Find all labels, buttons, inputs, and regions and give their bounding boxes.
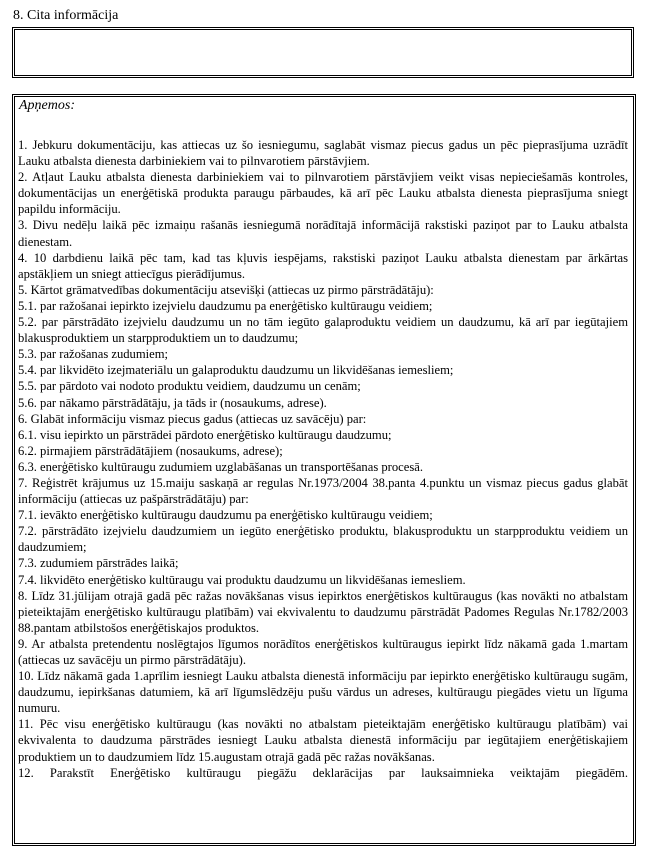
- commitment-item-10: 10. Līdz nākamā gada 1.aprīlim iesniegt Lauku atbalsta dienestā informāciju par iepirkto enerģētisko kultūraugu sugām, daudzumu, iepirkšanas datumiem, kā arī līgumslēdzēju pušu vārdus un adreses, kultūraugu piegādes vietu un līguma numuru.: [18, 669, 628, 716]
- commitment-item-7: 7. Reģistrēt krājumus uz 15.maiju saskaņā ar regulas Nr.1973/2004 38.panta 4.punktu un vismaz piecus gadus glabāt informāciju (attiecas uz pašpārstrādātāju) par:: [18, 475, 628, 507]
- commitments-list: [18, 137, 628, 781]
- commitment-item-7-2: 7.2. pārstrādāto izejvielu daudzumiem un iegūto enerģētisko produktu, blakusproduktu un starpproduktu veidiem un daudzumiem;: [18, 524, 628, 555]
- commitment-item-7-3: 7.3. zudumiem pārstrādes laikā;: [18, 556, 179, 571]
- commitment-item-6-3: 6.3. enerģētisko kultūraugu zudumiem uzglabāšanas un transportēšanas procesā.: [18, 459, 423, 474]
- commitment-item-6-2: 6.2. pirmajiem pārstrādātājiem (nosaukums, adrese);: [18, 443, 283, 458]
- commitment-item-2: 2. Atļaut Lauku atbalsta dienesta darbiniekiem vai to pilnvarotiem pārstāvjiem veikt visas nepieciešamās kontroles, dokumentācijas un enerģētiskā produkta paraugu pārbaudes, kā arī pēc Lauku atbalsta dienesta pieprasījuma sniegt papildu informāciju.: [18, 170, 628, 217]
- commitments-title: Apņemos:: [19, 98, 75, 113]
- commitment-item-8: 8. Līdz 31.jūlijam otrajā gadā pēc ražas novākšanas visus iepirktos enerģētiskos kultūraugus (kas novākti no atbalstam pieteiktajām enerģētisko kultūraugu platībām) vai ekvivalentu to daudzumu pārstrādāt Padomes Regulas Nr.1782/2003 88.pantam atbilstošos enerģētiskajos produktos.: [18, 588, 628, 635]
- section-8-heading: 8. Cita informācija: [13, 8, 119, 23]
- commitment-item-6-1: 6.1. visu iepirkto un pārstrādei pārdoto enerģētisko kultūraugu daudzumu;: [18, 427, 392, 442]
- commitment-item-6: 6. Glabāt informāciju vismaz piecus gadus (attiecas uz savācēju) par:: [18, 411, 367, 426]
- commitment-item-4: 4. 10 darbdienu laikā pēc tam, kad tas kļuvis iespējams, rakstiski paziņot Lauku atbalsta dienestam par ārkārtas apstākļiem un sniegt attiecīgus pierādījumus.: [18, 250, 628, 281]
- commitment-item-11: 11. Pēc visu enerģētisko kultūraugu (kas novākti no atbalstam pieteiktajām enerģētisko kultūraugu platībām) vai ekvivalenta to daudzuma pārstrādes iesniegt Lauku atbalsta dienestā informāciju par iegūtajiem enerģētiskajiem produktiem un to daudzumiem līdz 15.augustam otrajā gadā pēc ražas novākšanas.: [18, 717, 628, 764]
- commitment-item-5-3: 5.3. par ražošanas zudumiem;: [18, 347, 169, 362]
- commitment-item-5-4: 5.4. par likvidēto izejmateriālu un galaproduktu daudzumu un likvidēšanas iemesliem;: [18, 363, 454, 378]
- commitment-item-7-4: 7.4. likvidēto enerģētisko kultūraugu vai produktu daudzumu un likvidēšanas iemesliem.: [18, 572, 466, 587]
- commitment-item-5-5: 5.5. par pārdoto vai nodoto produktu veidiem, daudzumu un cenām;: [18, 379, 361, 394]
- commitment-item-7-1: 7.1. ievākto enerģētisko kultūraugu daudzumu pa enerģētisko kultūraugu veidiem;: [18, 508, 433, 523]
- other-information-field[interactable]: [12, 27, 634, 78]
- commitment-item-3: 3. Divu nedēļu laikā pēc izmaiņu rašanās iesniegumā norādītajā informācijā rakstiski paziņot par to Lauku atbalsta dienestam.: [18, 218, 628, 249]
- commitment-item-5-6: 5.6. par nākamo pārstrādātāju, ja tāds ir (nosaukums, adrese).: [18, 395, 327, 410]
- commitment-item-12: 12. Parakstīt Enerģētisko kultūraugu piegāžu deklarācijas par lauksaimnieka veiktajām piegādēm.: [18, 765, 628, 780]
- commitment-item-5: 5. Kārtot grāmatvedības dokumentāciju atsevišķi (attiecas uz pirmo pārstrādātāju):: [18, 282, 434, 297]
- commitment-item-1: 1. Jebkuru dokumentāciju, kas attiecas uz šo iesniegumu, saglabāt vismaz piecus gadus un pēc pieprasījuma uzrādīt Lauku atbalsta dienesta darbiniekiem vai to pilnvarotiem pārstāvjiem.: [18, 138, 628, 169]
- commitment-item-9: 9. Ar atbalsta pretendentu noslēgtajos līgumos norādītos enerģētiskos kultūraugus iepirkt līdz nākamā gada 1.martam (attiecas uz savācēju un pirmo pārstrādātāju).: [18, 636, 628, 667]
- commitment-item-5-1: 5.1. par ražošanai iepirkto izejvielu daudzumu pa enerģētisko kultūraugu veidiem;: [18, 298, 433, 313]
- commitment-item-5-2: 5.2. par pārstrādāto izejvielu daudzumu un no tām iegūto galaproduktu veidiem un daudzumu, kā arī par iegūtajiem blakusproduktiem un starpproduktiem un to daudzumu;: [18, 315, 628, 346]
